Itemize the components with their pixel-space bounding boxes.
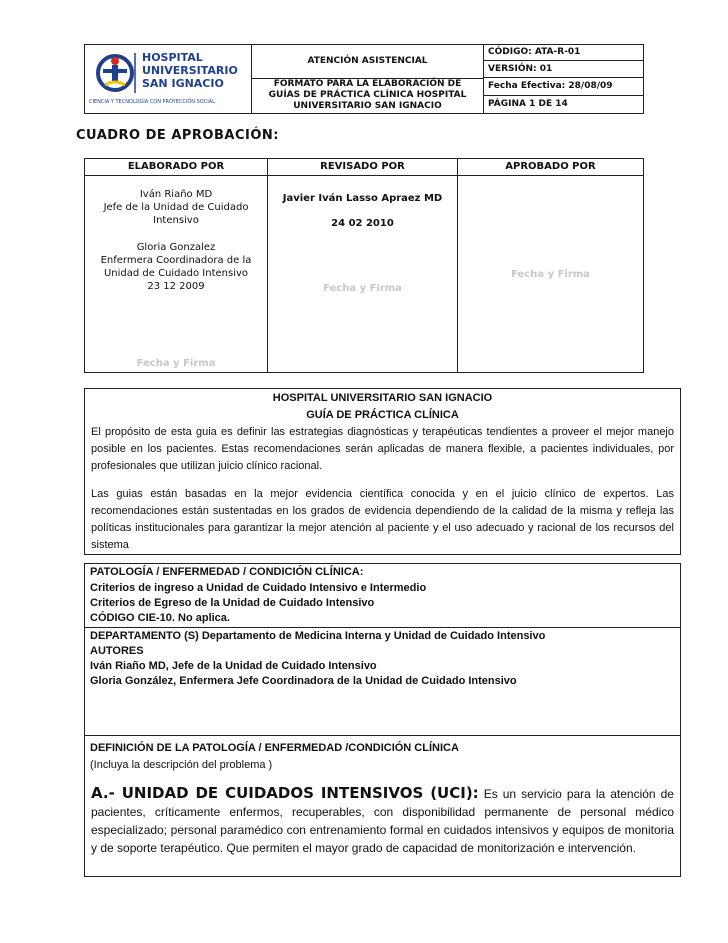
logo-line-2: UNIVERSITARIO [142, 64, 238, 77]
guide-intro-box [84, 388, 681, 555]
elaborado-line-7: Unidad de Cuidado Intensivo [103, 268, 249, 279]
approval-table [84, 158, 644, 373]
definicion-hint: (Incluya la descripción del problema ) [90, 759, 273, 771]
guide-title-2: GUÍA DE PRÁCTICA CLÍNICA [306, 409, 459, 421]
patologia-label: PATOLOGÍA / ENFERMEDAD / CONDICIÓN CLÍNICA: [90, 566, 364, 578]
hospital-logo [85, 45, 252, 113]
revisado-date: 24 02 2010 [331, 218, 394, 229]
header-title-line-1: FORMATO PARA LA ELABORACIÓN DE [273, 79, 462, 89]
approval-col-aprobado [458, 159, 643, 372]
elaborado-line-5: Gloria Gonzalez [136, 242, 216, 253]
guide-evidence-paragraph: Las guias están basadas en la mejor evidencia científica conocida y en el juicio clínico de expertos. Las recomendaciones están sustentadas en los grados de evidencia dependiendo de la calidad de la misma y refleja las políticas institucionales para garantizar la mejor atención al paciente y el uso adecuado y racional de los recursos del sistema [91, 488, 674, 551]
revisado-name: Javier Iván Lasso Apraez MD [282, 193, 443, 204]
header-title-line-2: GUÍAS DE PRÁCTICA CLÍNICA HOSPITAL [268, 90, 467, 100]
header-title-top: ATENCIÓN ASISTENCIAL [252, 45, 483, 79]
departamento-box [84, 627, 681, 736]
guide-purpose-paragraph: El propósito de esta guia es definir las estrategias diagnósticas y terapéuticas tendientes a proveer el mejor manejo posible en los pacientes. Estas recomendaciones serán aplicadas de manera flexible, a pacientes individuales, por profesionales que utilizan juicio clínico racional. [91, 426, 674, 472]
patologia-criterio-egreso: Criterios de Egreso de la Unidad de Cuidado Intensivo [90, 597, 375, 609]
elaborado-line-1: Iván Riaño MD [139, 189, 213, 200]
autor-2: Gloria González, Enfermera Jefe Coordinadora de la Unidad de Cuidado Intensivo [90, 675, 517, 687]
header-title-line-3: UNIVERSITARIO SAN IGNACIO [293, 101, 442, 111]
patologia-codigo-cie: CÓDIGO CIE-10. No aplica. [90, 612, 230, 624]
document-header [84, 44, 644, 114]
header-title-block [252, 45, 484, 113]
logo-line-3: SAN IGNACIO [142, 77, 224, 90]
col-head-elaborado: ELABORADO POR [85, 159, 267, 176]
patologia-box [84, 563, 681, 628]
elaborado-line-2: Jefe de la Unidad de Cuidado [103, 202, 249, 213]
departamento-line: DEPARTAMENTO (S) Departamento de Medicina Interna y Unidad de Cuidado Intensivo [90, 630, 546, 642]
approval-col-revisado [268, 159, 458, 372]
version-field: VERSIÓN: 01 [484, 61, 643, 78]
definicion-uci-paragraph [85, 784, 680, 857]
codigo-field: CÓDIGO: ATA-R-01 [484, 45, 643, 61]
approval-section-title: CUADRO DE APROBACIÓN: [76, 128, 279, 143]
header-meta [484, 45, 643, 113]
elaborado-fecha-firma: Fecha y Firma [136, 358, 216, 369]
pagina-field: PÁGINA 1 DE 14 [488, 99, 568, 109]
aprobado-fecha-firma: Fecha y Firma [511, 269, 590, 280]
elaborado-line-3: Intensivo [153, 215, 199, 226]
logo-tagline: CIENCIA Y TECNOLOGÍA CON PROYECCIÓN SOCIAL [89, 99, 215, 105]
guide-title-1: HOSPITAL UNIVERSITARIO SAN IGNACIO [272, 392, 493, 404]
definicion-box [84, 735, 681, 877]
autores-label: AUTORES [90, 645, 144, 657]
fecha-efectiva-field: Fecha Efectiva: 28/08/09 [484, 78, 643, 96]
revisado-fecha-firma: Fecha y Firma [323, 283, 402, 294]
definicion-uci-body: Es un servicio para la atención de pacientes, críticamente enfermos, recuperables, con disponibilidad permanente de personal médico especializado; personal paramédico con entrenamiento formal en cuidados intensivos y equipos de monitoria y de soporte terapéutico. Que permiten el mayor grado de capacidad de monitorización e intervención. [91, 787, 674, 855]
col-head-aprobado: APROBADO POR [458, 159, 643, 176]
autor-1: Iván Riaño MD, Jefe de la Unidad de Cuidado Intensivo [90, 660, 377, 672]
elaborado-date: 23 12 2009 [147, 281, 205, 292]
definicion-label: DEFINICIÓN DE LA PATOLOGÍA / ENFERMEDAD /CONDICIÓN CLÍNICA [90, 742, 459, 754]
approval-col-elaborado [85, 159, 268, 372]
header-title-bottom [252, 79, 483, 112]
col-head-revisado: REVISADO POR [268, 159, 457, 176]
definicion-uci-heading: A.- UNIDAD DE CUIDADOS INTENSIVOS (UCI): [91, 784, 479, 802]
elaborado-line-6: Enfermera Coordinadora de la [100, 255, 252, 266]
patologia-criterio-ingreso: Criterios de ingreso a Unidad de Cuidado Intensivo e Intermedio [90, 582, 427, 594]
logo-line-1: HOSPITAL [142, 51, 203, 64]
